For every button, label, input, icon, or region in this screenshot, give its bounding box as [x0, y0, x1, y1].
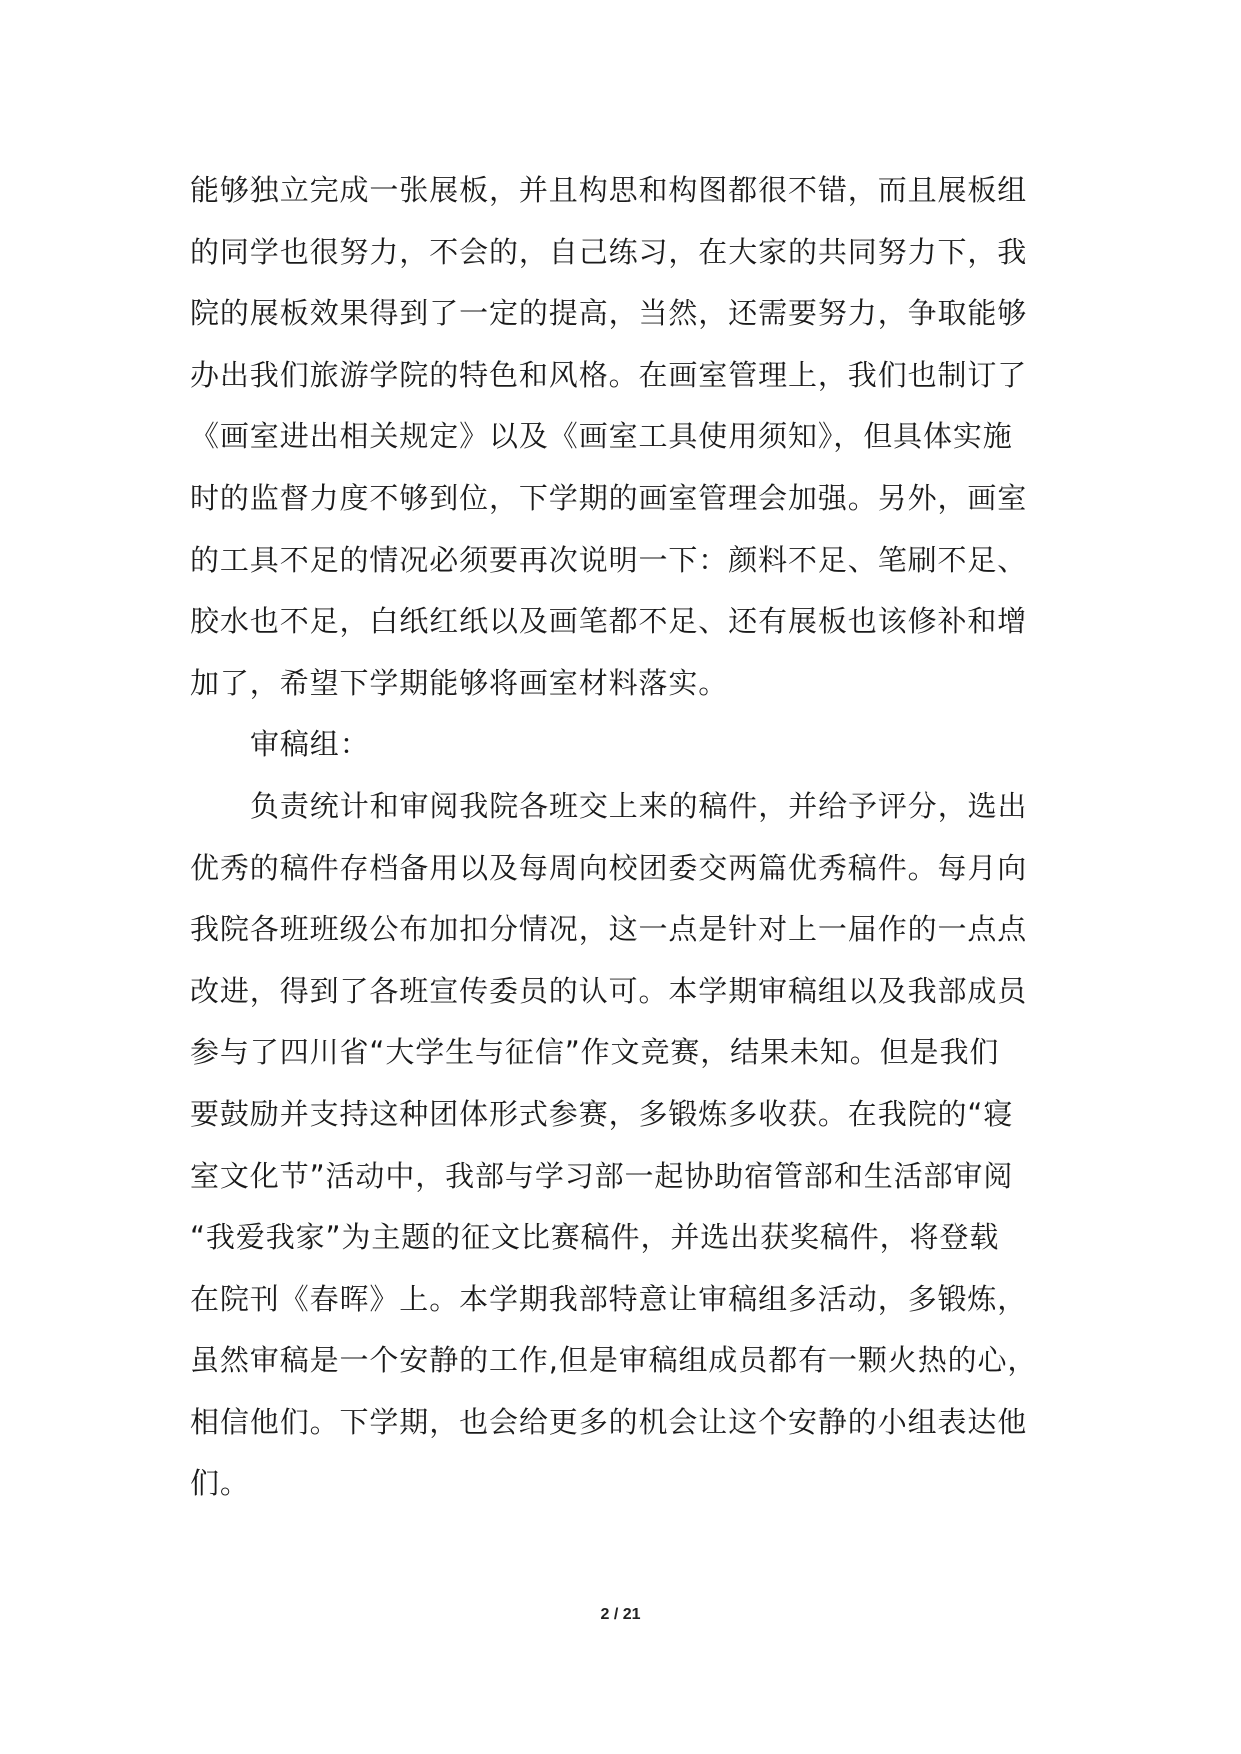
page-number: 2 / 21 [600, 1606, 641, 1623]
text-line: 室文化节”活动中，我部与学习部一起协助宿管部和生活部审阅 [190, 1158, 1014, 1193]
text-line: 的工具不足的情况必须要再次说明一下：颜料不足、笔刷不足、 [190, 542, 1028, 577]
text-line: 胶水也不足，白纸红纸以及画笔都不足、还有展板也该修补和增 [190, 604, 1028, 639]
text-line: 的同学也很努力，不会的，自己练习，在大家的共同努力下，我 [190, 234, 1028, 269]
text-line: 加了，希望下学期能够将画室材料落实。 [190, 665, 729, 700]
text-line: 改进，得到了各班宣传委员的认可。本学期审稿组以及我部成员 [190, 973, 1028, 1008]
text-line: 虽然审稿是一个安静的工作,但是审稿组成员都有一颗火热的心， [190, 1343, 1038, 1378]
text-line: 院的展板效果得到了一定的提高，当然，还需要努力，争取能够 [190, 296, 1028, 331]
text-line: 能够独立完成一张展板，并且构思和构图都很不错，而且展板组 [190, 173, 1028, 207]
body-text [190, 160, 1070, 1515]
text-line: 参与了四川省“大学生与征信”作文竞赛，结果未知。但是我们 [190, 1035, 1000, 1070]
text-line: 在院刊《春晖》上。本学期我部特意让审稿组多活动，多锻炼， [190, 1281, 1028, 1316]
section-heading: 审稿组： [250, 727, 370, 762]
text-line: 相信他们。下学期，也会给更多的机会让这个安静的小组表达他 [190, 1404, 1028, 1439]
text-line: 要鼓励并支持这种团体形式参赛，多锻炼多收获。在我院的“寝 [190, 1096, 1014, 1131]
text-line: 负责统计和审阅我院各班交上来的稿件，并给予评分，选出 [250, 788, 1028, 823]
text-line: 我院各班班级公布加扣分情况，这一点是针对上一届作的一点点 [190, 912, 1028, 947]
text-line: “我爱我家”为主题的征文比赛稿件，并选出获奖稿件，将登载 [190, 1220, 1000, 1255]
text-line: 时的监督力度不够到位，下学期的画室管理会加强。另外，画室 [190, 480, 1028, 515]
text-line: 们。 [190, 1466, 250, 1501]
text-line: 《画室进出相关规定》以及《画室工具使用须知》，但具体实施 [190, 419, 1013, 454]
text-line: 优秀的稿件存档备用以及每周向校团委交两篇优秀稿件。每月向 [190, 850, 1028, 885]
text-line: 办出我们旅游学院的特色和风格。在画室管理上，我们也制订了 [190, 357, 1028, 392]
